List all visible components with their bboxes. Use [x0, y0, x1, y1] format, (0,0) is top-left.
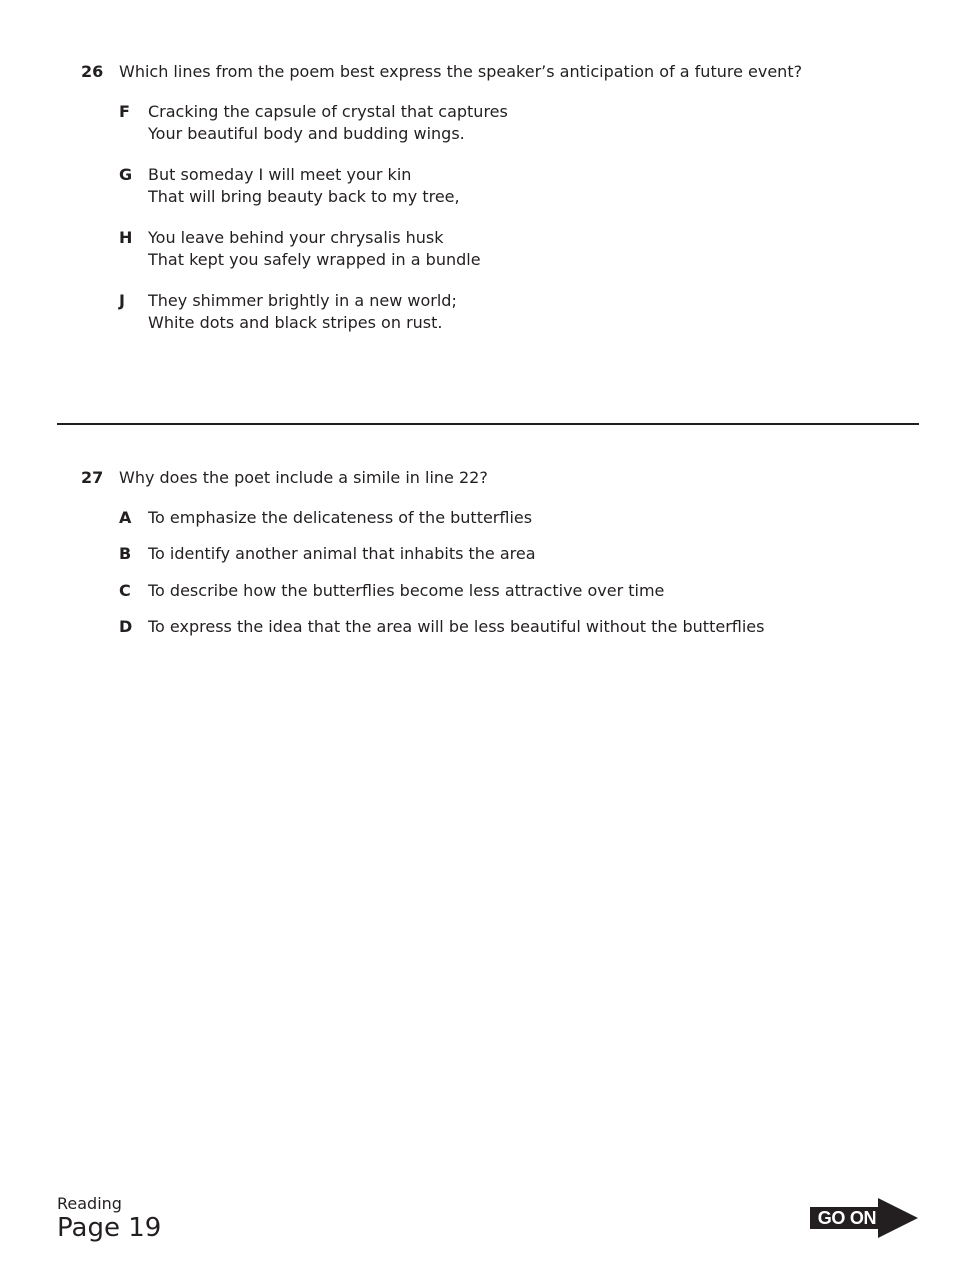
choice-line: Your beautiful body and budding wings.: [148, 124, 465, 143]
choice-text: [148, 101, 508, 145]
footer-section-label: Reading: [57, 1194, 122, 1213]
choice-letter: G: [119, 165, 133, 184]
choice-text: [148, 227, 481, 271]
choice-text: [148, 507, 532, 529]
question-divider: [57, 423, 919, 425]
choice-line: That kept you safely wrapped in a bundle: [148, 250, 481, 269]
choice-letter: C: [119, 581, 131, 600]
choice-text: [148, 616, 764, 638]
choice-letter: D: [119, 617, 133, 636]
choice-letter: J: [119, 291, 125, 310]
question-text: Which lines from the poem best express the speaker’s anticipation of a future event?: [119, 62, 803, 81]
choice-text: [148, 290, 457, 334]
page-number: Page 19: [57, 1213, 162, 1243]
choice-text: [148, 580, 664, 602]
choice-text: [148, 543, 536, 565]
choice-line: Cracking the capsule of crystal that captures: [148, 102, 508, 121]
choice-letter: B: [119, 544, 132, 563]
choice-line: To express the idea that the area will be less beautiful without the butterflies: [148, 617, 765, 636]
choice-letter: F: [119, 102, 130, 121]
choice-line: White dots and black stripes on rust.: [148, 313, 443, 332]
question-number: 26: [81, 62, 104, 81]
go-on-indicator: [810, 1198, 920, 1238]
question-text: Why does the poet include a simile in line 22?: [119, 468, 488, 487]
choice-line: To emphasize the delicateness of the butterflies: [148, 508, 533, 527]
choice-letter: A: [119, 508, 132, 527]
question-number: 27: [81, 468, 104, 487]
choice-letter: H: [119, 228, 133, 247]
choice-line: To identify another animal that inhabits the area: [148, 544, 536, 563]
go-on-label: GO ON: [817, 1208, 877, 1228]
choice-line: To describe how the butterflies become less attractive over time: [148, 581, 665, 600]
choice-line: That will bring beauty back to my tree,: [148, 187, 460, 206]
choice-line: You leave behind your chrysalis husk: [148, 228, 444, 247]
choice-text: [148, 164, 460, 208]
choice-line: But someday I will meet your kin: [148, 165, 412, 184]
choice-line: They shimmer brightly in a new world;: [148, 291, 457, 310]
